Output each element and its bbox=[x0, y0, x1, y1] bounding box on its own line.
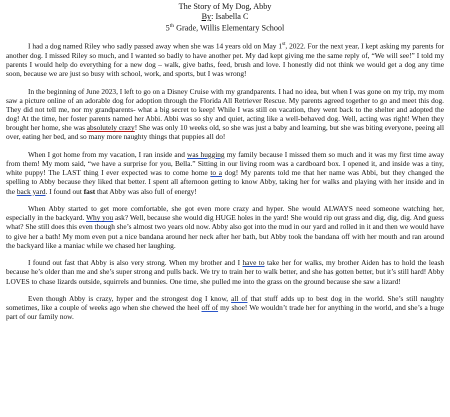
paragraph-text: my shoe! We wouldn’t trade her for anything in the world, and she’s a huge part of our family now. bbox=[6, 303, 445, 322]
grade-suffix: th bbox=[169, 22, 175, 29]
story-paragraph-1 bbox=[6, 40, 444, 78]
paragraph-text: Even though Abby is crazy, hyper and the strongest dog I know, bbox=[28, 294, 232, 304]
paragraph-text: my family because I missed them so much and it was my first time away from them! My mom said, “we have a surprise for you, Bella.” Sitting in our living room was a cardboard box. I opened it, and inside was a tiny, white puppy! The LAST thing I ever expected was to come home bbox=[6, 149, 444, 178]
underlined-phrase: Why you bbox=[86, 213, 114, 223]
underlined-phrase: back yard bbox=[16, 186, 46, 196]
story-paragraph-2 bbox=[6, 87, 444, 142]
story-paragraph-4 bbox=[6, 204, 444, 250]
story-paragraph-3 bbox=[6, 150, 444, 196]
underlined-phrase: all of bbox=[231, 294, 248, 304]
paragraph-text: . I found out bbox=[45, 186, 84, 196]
paragraph-text: ask? Well, because she would dig HUGE holes in the yard! She would rip out grass and dig, dig, dig. And guess what? She still does this even though she’s almost two years old now. Abby also got into the mud in our yard and rolled in it and then we would have to give her a bath! My mom even put a nice bandana around her neck after her bath, but Abby took the bandana off with her mouth and ran around the backyard like a maniac while we chased her laughing. bbox=[6, 213, 444, 250]
underlined-phrase: was hugging bbox=[187, 149, 225, 159]
paragraph-text: ! She was only 10 weeks old, so she was just a baby and learning, but she was biting everyone, peeing all over, eating her bed, and so many more naughty things that puppies all do! bbox=[6, 123, 445, 142]
document-header bbox=[6, 2, 444, 33]
paragraph-text: When I got home from my vacation, I ran inside and bbox=[28, 149, 188, 159]
author-byline bbox=[6, 12, 444, 22]
paragraph-text: that stuff adds up to best dog in the world. She’s still naughty sometimes, like a couple of weeks ago when she chewed the heel bbox=[6, 294, 444, 313]
paragraph-text: I had a dog named Riley who sadly passed away when she was 14 years old on May 1 bbox=[28, 41, 282, 51]
underlined-phrase: have to bbox=[242, 258, 265, 268]
story-paragraph-5 bbox=[6, 258, 444, 285]
paragraph-text: , 2022. For the next year, I kept asking my parents for another dog. I missed Riley so much, and I wanted so badly to have another pet. My dad kept giving me the same reply of, “We will see!” I told my parents I would help do everything for a new dog – walk, give baths, feed, brush and love. I honestly did not think we would get a dog any time soon, because we are just so busy with school, work, and sports, but I was wrong! bbox=[6, 41, 444, 79]
paragraph-text: st bbox=[282, 42, 286, 48]
story-body bbox=[6, 40, 444, 321]
paragraph-text: When Abby started to get more comfortable, she got even more crazy and hyper. She would ALWAYS need someone watching her, especially in the backyard. bbox=[6, 204, 444, 223]
author-name: : Isabella C bbox=[211, 11, 249, 21]
underlined-phrase: to a bbox=[210, 168, 222, 178]
story-title: The Story of My Dog, Abby bbox=[178, 2, 272, 11]
paragraph-text: that Abby was also full of energy! bbox=[95, 186, 197, 196]
grade-school-text: Grade, Willis Elementary School bbox=[174, 23, 285, 33]
story-paragraph-6 bbox=[6, 294, 444, 321]
paragraph-text: In the beginning of June 2023, I left to go on a Disney Cruise with my grandparents. I had no idea, but when I was gone on my trip, my mom saw a picture online of an adorable dog for adoption through the Florida All Retriever Rescue. My parents agreed together to go and meet this dog. They did not tell me, nor my grandparents- what a big secret to keep! While I was still on vacation, they went back to the shelter and adopted the dog! At the time, her foster parents named her Abbi. Abbi was so shy and quiet, acting like a well-behaved dog. Well, acting was right! When they brought her home, she was bbox=[6, 86, 444, 133]
underlined-phrase: off of bbox=[201, 303, 219, 313]
paragraph-text: I found out fast that Abby is also very strong. When my brother and I bbox=[28, 258, 243, 268]
paragraph-text: take her for walks, my brother Aiden has to hold the leash because he’s older than me and she’s super strong and pulls back. We try to train her to walk better, and she has gotten better, but it’s still hard! Abby LOVES to chase lizards outside, squirrels and bunnies. One time, she pulled me into the grass on the ground because she saw a lizard! bbox=[6, 258, 444, 286]
grade-school-line bbox=[6, 22, 444, 34]
bold-phrase: fast bbox=[83, 186, 96, 196]
paragraph-text: dog! My parents told me that her name was Abbi, but they changed the spelling to Abby because they liked that better. I spent all afternoon getting to know Abby, taking her for walks and playing with her inside and in the bbox=[6, 168, 444, 196]
grade-number: 5 bbox=[165, 23, 170, 33]
byline-label: By bbox=[201, 11, 212, 21]
underlined-phrase: absolutely crazy bbox=[86, 123, 135, 133]
